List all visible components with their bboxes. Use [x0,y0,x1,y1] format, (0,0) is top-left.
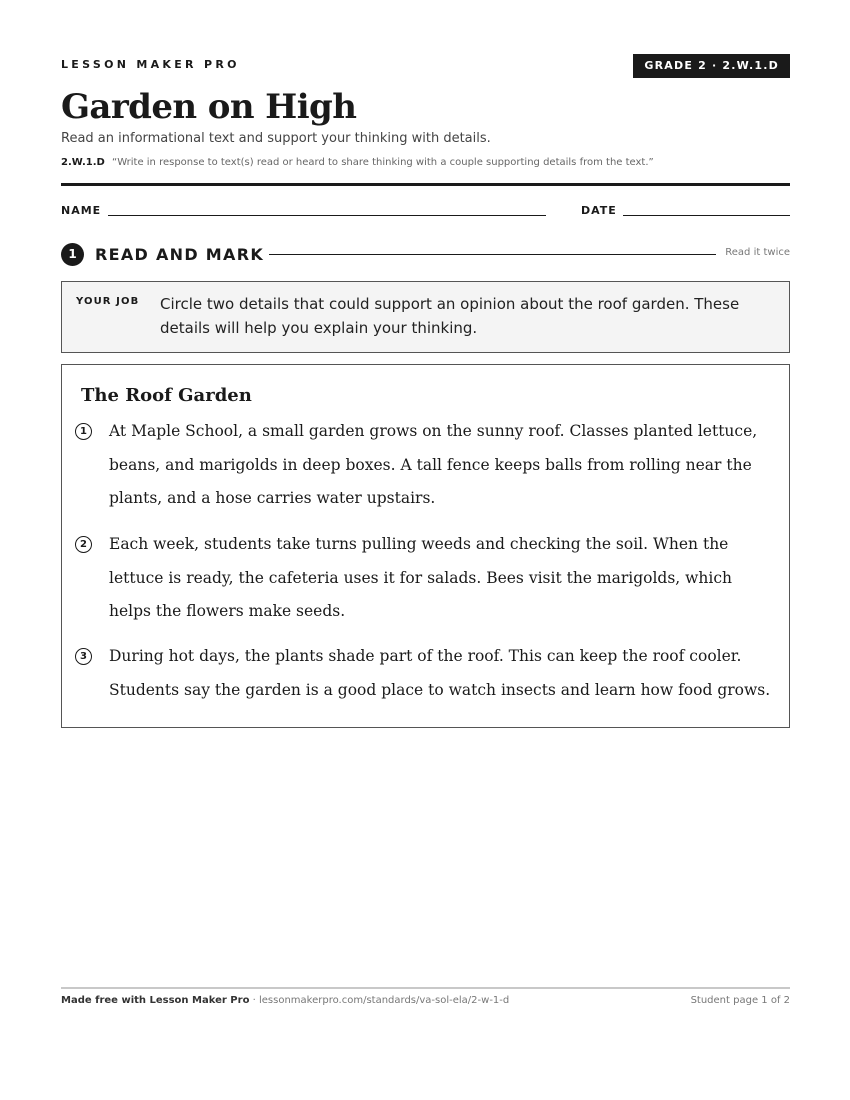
section-divider [269,254,716,255]
section-number: 1 [61,243,84,266]
footer-separator: · [249,995,259,1006]
footer-page-number: Student page 1 of 2 [690,995,790,1006]
section-title: READ AND MARK [95,245,265,264]
footer-divider [61,987,790,989]
footer-made-with: Made free with Lesson Maker Pro [61,995,250,1006]
section-note: Read it twice [725,247,790,258]
your-job-label: YOUR JOB [76,296,140,307]
paragraph-number: 2 [75,536,92,553]
standard-text: “Write in response to text(s) read or heard to share thinking with a couple supporting details from the text.” [112,157,654,168]
grade-badge: GRADE 2 · 2.W.1.D [633,54,790,78]
date-label: DATE [581,204,617,217]
paragraph-text: During hot days, the plants shade part of the roof. This can keep the roof cooler. Students say the garden is a good place to watch insects and learn how food grows. [109,647,771,699]
paragraph-text: At Maple School, a small garden grows on the sunny roof. Classes planted lettuce, beans, and marigolds in deep boxes. A tall fence keeps balls from rolling near the plants, and a hose carries water upstairs. [109,422,758,507]
your-job-box [61,281,790,353]
paragraph-text: Each week, students take turns pulling weeds and checking the soil. When the lettuce is ready, the cafeteria uses it for salads. Bees visit the marigolds, which helps the flowers make seeds. [109,535,733,620]
header-divider [61,183,790,186]
date-field[interactable] [623,215,790,216]
passage-title: The Roof Garden [81,385,252,406]
brand-name: LESSON MAKER PRO [61,58,240,71]
footer-url: lessonmakerpro.com/standards/va-sol-ela/2-w-1-d [258,995,510,1006]
paragraph-number: 1 [75,423,92,440]
page-subtitle: Read an informational text and support your thinking with details. [61,131,491,146]
paragraph-number: 3 [75,648,92,665]
worksheet-page [61,0,790,1100]
reading-passage [61,364,790,728]
footer-credit [61,995,509,1006]
standard-line [61,157,654,168]
standard-code: 2.W.1.D [61,157,105,168]
name-field[interactable] [108,215,546,216]
name-label: NAME [61,204,102,217]
page-title: Garden on High [61,87,357,127]
your-job-text: Circle two details that could support an opinion about the roof garden. These details will help you explain your thinking. [160,295,740,337]
